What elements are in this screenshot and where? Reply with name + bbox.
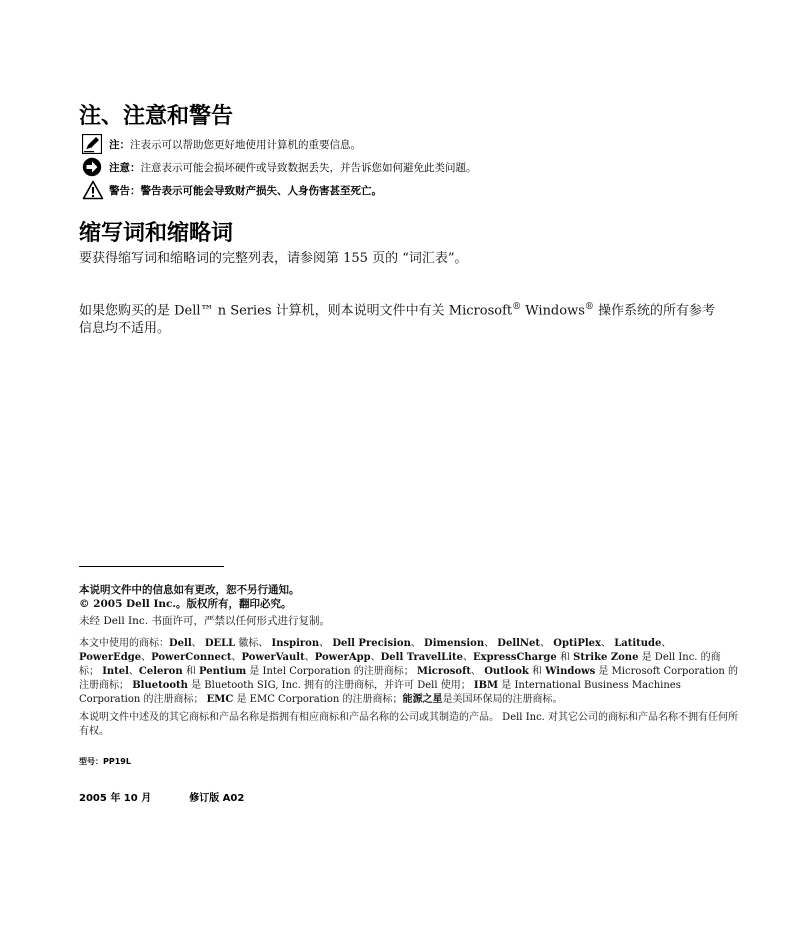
- n-series-notice: [79, 298, 739, 338]
- tm-windows: Windows: [545, 666, 596, 677]
- registered-mark-2: ®: [584, 302, 594, 312]
- warning-row: [82, 180, 382, 200]
- legal-trademarks: 本文中使用的商标：Dell、 DELL 徽标、 Inspiron、 Dell Precision、 Dimension、 DellNet、 OptiPlex、 Latitude、 PowerEdge、PowerConnect、PowerVault、PowerApp、Dell TravelLite、ExpressCharge 和 Strike Zone 是 Dell Inc. 的商标； Intel、Celeron 和 Pentium 是 Intel Corporation 的注册商标； Microsoft、 Outlook 和 Windows 是 Microsoft Corporation 的注册商标； Bluetooth 是 Bluetooth SIG, Inc. 拥有的注册商标，并许可 Dell 使用； IBM 是 International Business Machines Corporation 的注册商标； EMC 是 EMC Corporation 的注册商标；能源之星是美国环保局的注册商标。: [79, 638, 738, 705]
- caution-label: 注意：: [109, 161, 141, 174]
- tm-emc: EMC: [206, 694, 234, 705]
- legal-change-notice: [79, 583, 739, 611]
- legal-line1: 本说明文件中的信息如有更改，恕不另行通知。: [79, 584, 300, 596]
- warning-text: 警告表示可能会导致财产损失、人身伤害甚至死亡。: [140, 184, 382, 197]
- legal-copyright: © 2005 Dell Inc.。版权所有，翻印必究。: [79, 598, 292, 610]
- publication-date: 2005 年 10 月: [79, 793, 152, 804]
- n-series-line2: 信息均不适用。: [79, 321, 171, 337]
- arrow-circle-icon: [82, 157, 102, 177]
- tm-ibm-owned: 是 International Business Machines Corporation 的注册商标；: [79, 680, 681, 705]
- tm-ibm: IBM: [473, 680, 499, 691]
- caution-text: 注意表示可能会损坏硬件或导致数据丢失，并告诉您如何避免此类问题。: [140, 161, 477, 174]
- tm-and-1: 和: [556, 652, 574, 663]
- n-series-windows: Windows: [521, 303, 585, 319]
- tm-and-2: 和: [182, 666, 196, 677]
- n-series-line1-end: 操作系统的所有参考: [593, 303, 716, 319]
- model-number: 型号：PP19L: [79, 757, 131, 766]
- tm-bluetooth: Bluetooth: [132, 680, 188, 691]
- tm-pentium: Pentium: [199, 666, 247, 677]
- notes-section-title: 注、注意和警告: [79, 104, 234, 129]
- abbrev-section-title: 缩写词和缩略词: [79, 221, 234, 246]
- registered-mark-1: ®: [512, 302, 522, 312]
- pencil-note-icon: [82, 134, 102, 154]
- note-text: 注表示可以帮助您更好地使用计算机的重要信息。: [130, 138, 361, 151]
- note-label: 注：: [109, 138, 130, 151]
- caution-row: [82, 157, 477, 177]
- tm-ms-owned: 是 Microsoft Corporation 的注册商标；: [79, 666, 738, 691]
- tm-intro: 本文中使用的商标：: [79, 638, 169, 649]
- tm-bt-owned: 是 Bluetooth SIG, Inc. 拥有的注册商标，并许可 Dell 使用；: [187, 680, 474, 691]
- note-row: [82, 134, 361, 154]
- tm-poweredge: PowerEdge: [79, 652, 142, 663]
- tm-emc-owned: 是 EMC Corporation 的注册商标；: [233, 694, 403, 705]
- tm-energy-star: 能源之星: [402, 694, 443, 705]
- tm-dell: Dell: [169, 638, 192, 649]
- tm-celeron: Celeron: [138, 666, 183, 677]
- n-series-line1: 如果您购买的是 Dell™ n Series 计算机，则本说明文件中有关 Microsoft: [79, 303, 513, 319]
- tm-outlook: Outlook: [484, 666, 529, 677]
- tm-and-3: 和: [528, 666, 546, 677]
- tm-travellite: Dell TravelLite: [380, 652, 463, 663]
- tm-dell-logo: DELL: [204, 638, 236, 649]
- legal-reproduction: 未经 Dell Inc. 书面许可，严禁以任何形式进行复制。: [79, 615, 330, 627]
- warning-triangle-icon: [82, 180, 102, 200]
- tm-dell-owned: 是 Dell Inc. 的商标；: [79, 652, 721, 677]
- warning-label: 警告：: [109, 184, 141, 197]
- tm-strikezone: Strike Zone: [573, 652, 639, 663]
- tm-powervault: PowerVault: [241, 652, 305, 663]
- footnote-divider: [79, 566, 224, 567]
- tm-logo-word: 徽标、: [235, 638, 272, 649]
- abbrev-paragraph: 要获得缩写词和缩略词的完整列表，请参阅第 155 页的 “词汇表”。: [79, 251, 468, 266]
- tm-latitude: Latitude: [614, 638, 662, 649]
- tm-es-owned: 是美国环保局的注册商标。: [442, 694, 563, 705]
- tm-optiplex: OptiPlex: [553, 638, 601, 649]
- tm-inspiron: Inspiron: [271, 638, 320, 649]
- tm-expresscharge: ExpressCharge: [472, 652, 557, 663]
- tm-dellnet: DellNet: [497, 638, 541, 649]
- tm-dimension: Dimension: [424, 638, 485, 649]
- date-revision: [79, 789, 244, 804]
- tm-intel: Intel: [102, 666, 129, 677]
- tm-intel-owned: 是 Intel Corporation 的注册商标；: [246, 666, 417, 677]
- tm-powerconnect: PowerConnect: [151, 652, 232, 663]
- tm-precision: Dell Precision: [332, 638, 411, 649]
- legal-other-marks: 本说明文件中述及的其它商标和产品名称是指拥有相应商标和产品名称的公司或其制造的产品。 Dell Inc. 对其它公司的商标和产品名称不拥有任何所有权。: [79, 712, 739, 737]
- tm-powerapp: PowerApp: [314, 652, 371, 663]
- revision-label: 修订版 A02: [189, 793, 245, 804]
- tm-microsoft: Microsoft: [416, 666, 471, 677]
